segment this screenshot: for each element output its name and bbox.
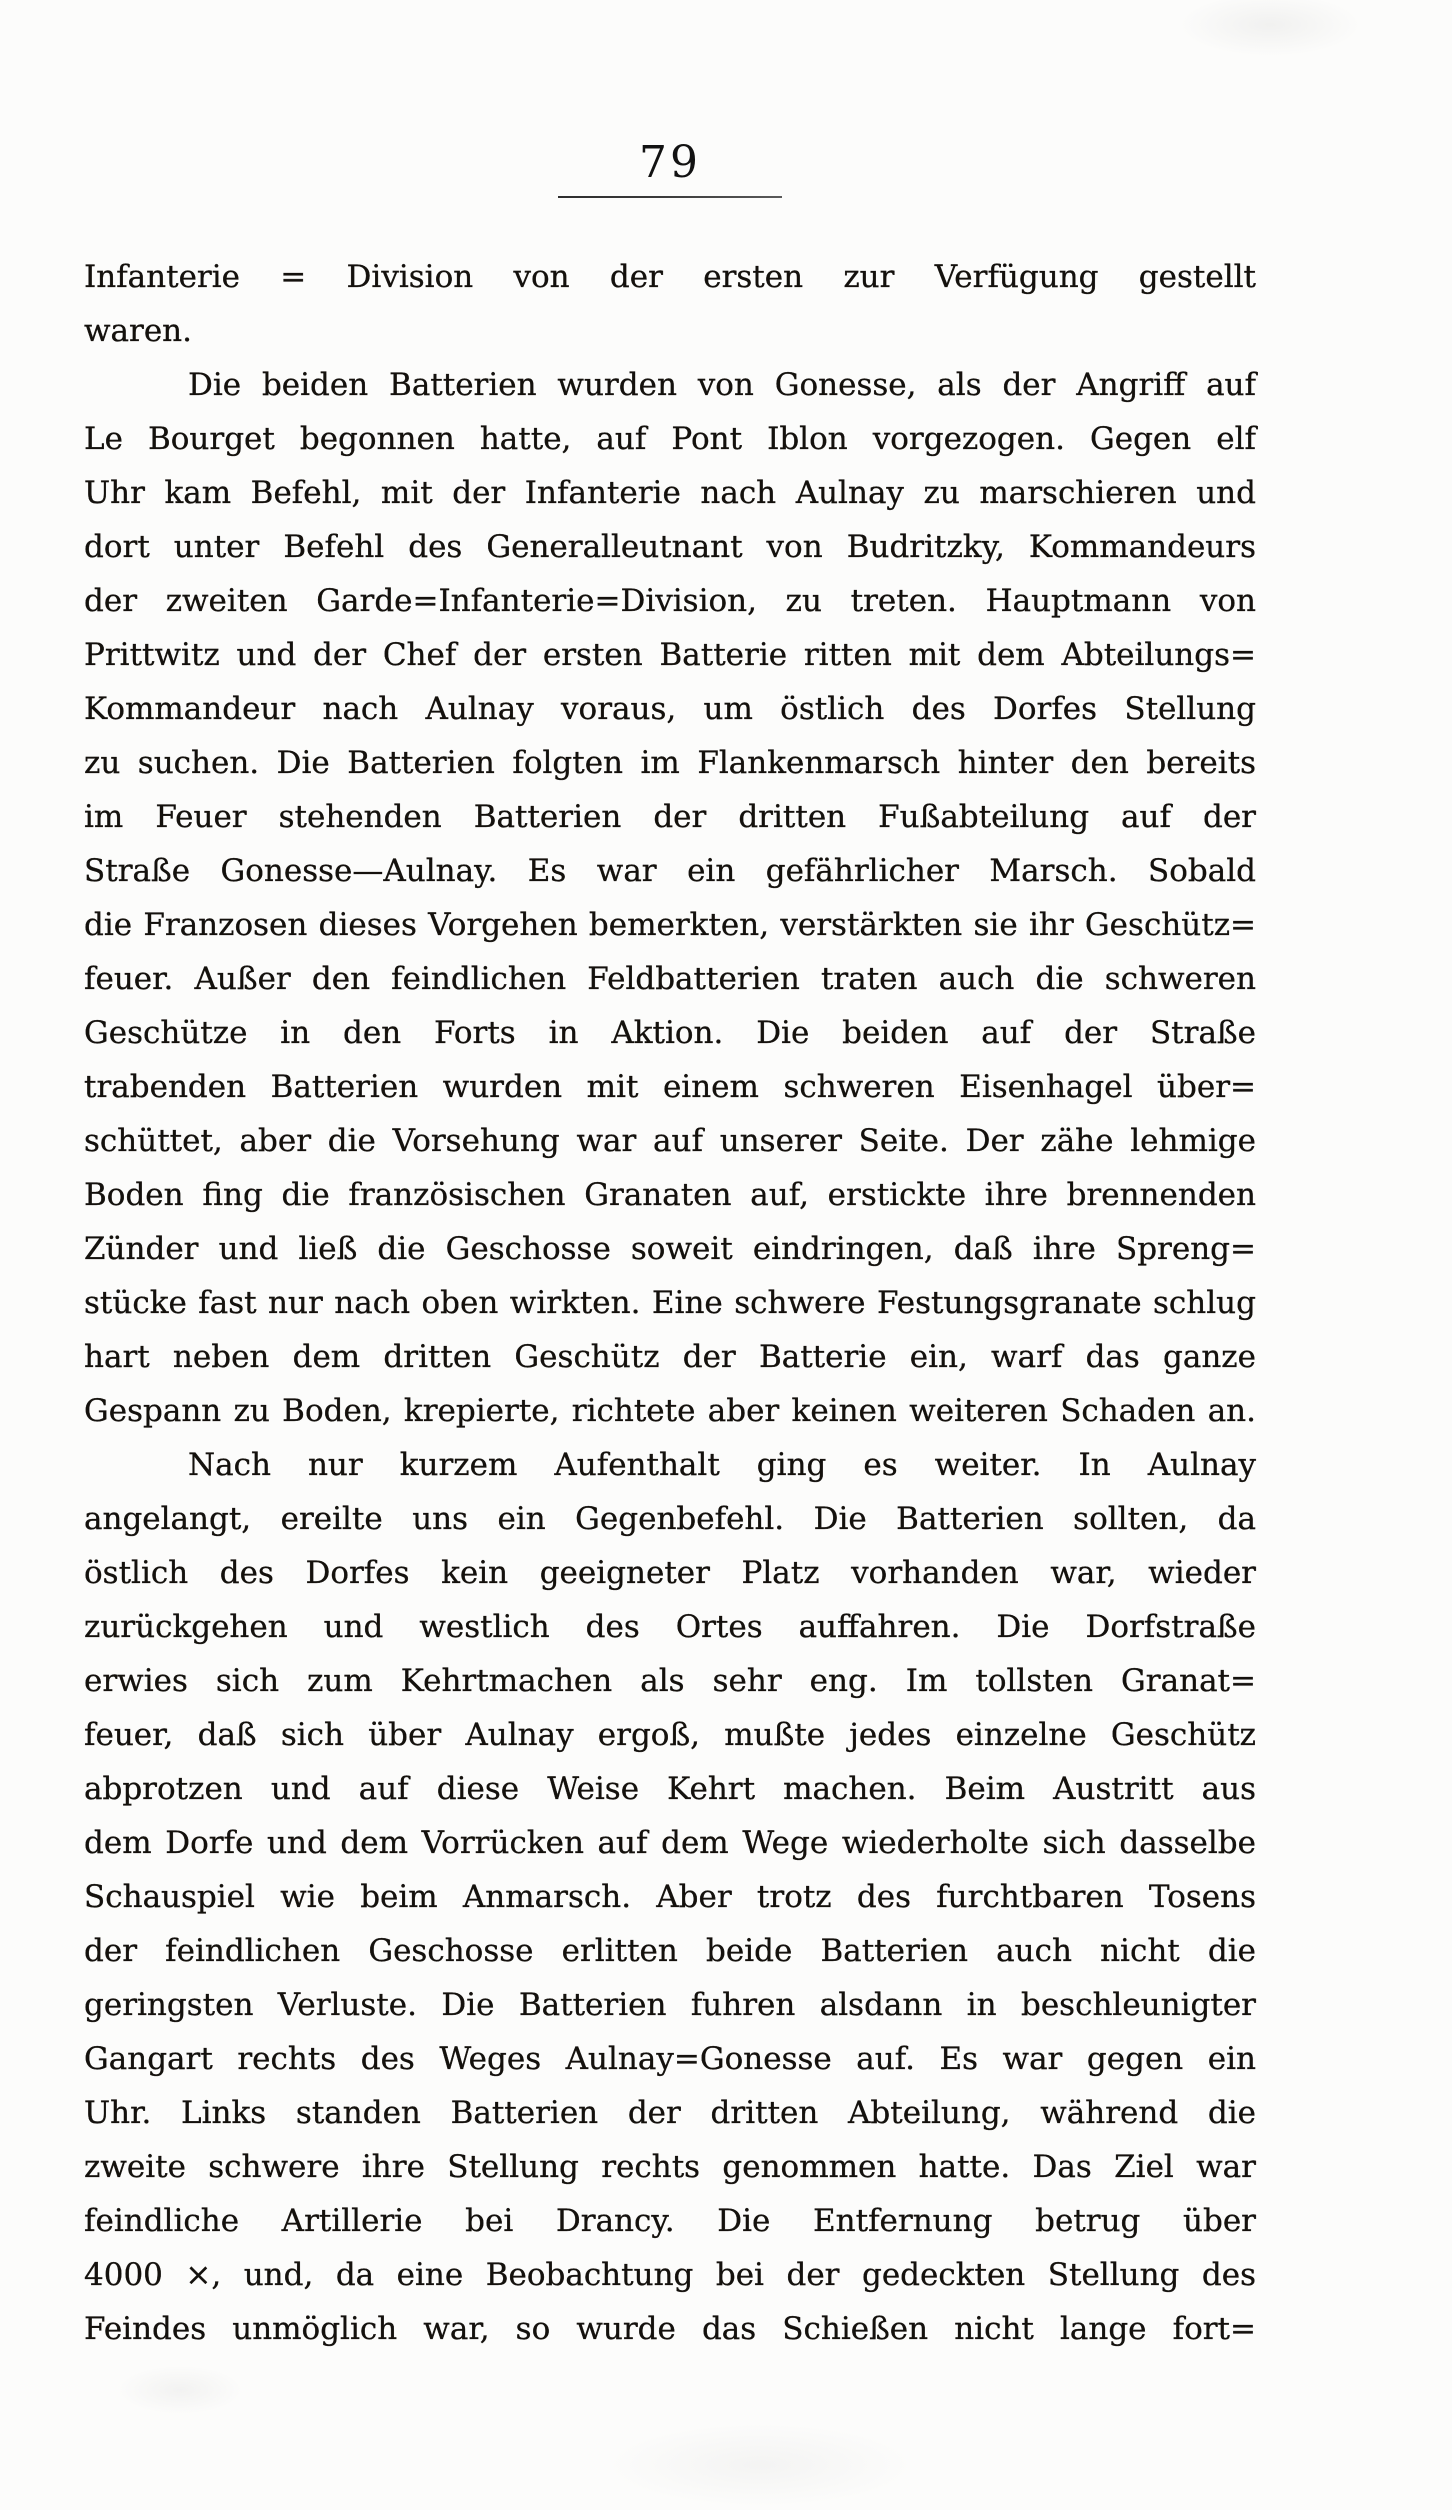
text-line: hart neben dem dritten Geschütz der Batterie ein, warf das ganze [84, 1339, 1256, 1375]
text-line: Uhr. Links standen Batterien der dritten Abteilung, während die [84, 2095, 1256, 2131]
text-line: Uhr kam Befehl, mit der Infanterie nach Aulnay zu marschieren und [84, 475, 1256, 511]
text-line: feindliche Artillerie bei Drancy. Die Entfernung betrug über [84, 2203, 1256, 2239]
text-line: Gespann zu Boden, krepierte, richtete aber keinen weiteren Schaden an. [84, 1393, 1256, 1429]
text-line: abprotzen und auf diese Weise Kehrt machen. Beim Austritt aus [84, 1771, 1256, 1807]
text-line: zweite schwere ihre Stellung rechts genommen hatte. Das Ziel war [84, 2149, 1256, 2185]
text-line: dort unter Befehl des Generalleutnant von Budritzky, Kommandeurs [84, 529, 1256, 565]
text-line: der feindlichen Geschosse erlitten beide Batterien auch nicht die [84, 1933, 1256, 1969]
text-line: Zünder und ließ die Geschosse soweit eindringen, daß ihre Spreng= [84, 1231, 1256, 1267]
text-line: erwies sich zum Kehrtmachen als sehr eng. Im tollsten Granat= [84, 1663, 1256, 1699]
page-text [84, 250, 1256, 2356]
text-line: schüttet, aber die Vorsehung war auf unserer Seite. Der zähe lehmige [84, 1123, 1256, 1159]
text-line: Kommandeur nach Aulnay voraus, um östlich des Dorfes Stellung [84, 691, 1256, 727]
text-line: Prittwitz und der Chef der ersten Batterie ritten mit dem Abteilungs= [84, 637, 1256, 673]
page-number: 79 [639, 137, 701, 188]
text-line: Feindes unmöglich war, so wurde das Schießen nicht lange fort= [84, 2311, 1256, 2347]
text-line: Straße Gonesse—Aulnay. Es war ein gefährlicher Marsch. Sobald [84, 853, 1256, 889]
text-line: im Feuer stehenden Batterien der dritten Fußabteilung auf der [84, 799, 1256, 835]
text-line: Schauspiel wie beim Anmarsch. Aber trotz des furchtbaren Tosens [84, 1879, 1256, 1915]
text-line: Gangart rechts des Weges Aulnay=Gonesse auf. Es war gegen ein [84, 2041, 1256, 2077]
page-header [84, 138, 1256, 198]
text-line: die Franzosen dieses Vorgehen bemerkten, verstärkten sie ihr Geschütz= [84, 907, 1256, 943]
text-line: Infanterie = Division von der ersten zur Verfügung gestellt [84, 259, 1256, 295]
text-line: zurückgehen und westlich des Ortes auffahren. Die Dorfstraße [84, 1609, 1256, 1645]
text-line: geringsten Verluste. Die Batterien fuhren alsdann in beschleunigter [84, 1987, 1256, 2023]
text-line: 4000 ×, und, da eine Beobachtung bei der gedeckten Stellung des [84, 2257, 1256, 2293]
text-line: dem Dorfe und dem Vorrücken auf dem Wege wiederholte sich dasselbe [84, 1825, 1256, 1861]
text-line: Le Bourget begonnen hatte, auf Pont Iblon vorgezogen. Gegen elf [84, 421, 1256, 457]
text-line: Boden fing die französischen Granaten auf, erstickte ihre brennenden [84, 1177, 1256, 1213]
text-line: trabenden Batterien wurden mit einem schweren Eisenhagel über= [84, 1069, 1256, 1105]
text-line: Geschütze in den Forts in Aktion. Die beiden auf der Straße [84, 1015, 1256, 1051]
text-line: der zweiten Garde=Infanterie=Division, zu treten. Hauptmann von [84, 583, 1256, 619]
text-line: feuer. Außer den feindlichen Feldbatterien traten auch die schweren [84, 961, 1256, 997]
text-line: zu suchen. Die Batterien folgten im Flankenmarsch hinter den bereits [84, 745, 1256, 781]
text-line: östlich des Dorfes kein geeigneter Platz vorhanden war, wieder [84, 1555, 1256, 1591]
text-line: feuer, daß sich über Aulnay ergoß, mußte jedes einzelne Geschütz [84, 1717, 1256, 1753]
text-line: Die beiden Batterien wurden von Gonesse, als der Angriff auf [188, 367, 1256, 403]
text-line: stücke fast nur nach oben wirkten. Eine schwere Festungsgranate schlug [84, 1285, 1256, 1321]
text-line: angelangt, ereilte uns ein Gegenbefehl. Die Batterien sollten, da [84, 1501, 1256, 1537]
text-line: Nach nur kurzem Aufenthalt ging es weiter. In Aulnay [188, 1447, 1256, 1483]
page-number-rule [558, 196, 782, 198]
text-line: waren. [84, 313, 193, 349]
